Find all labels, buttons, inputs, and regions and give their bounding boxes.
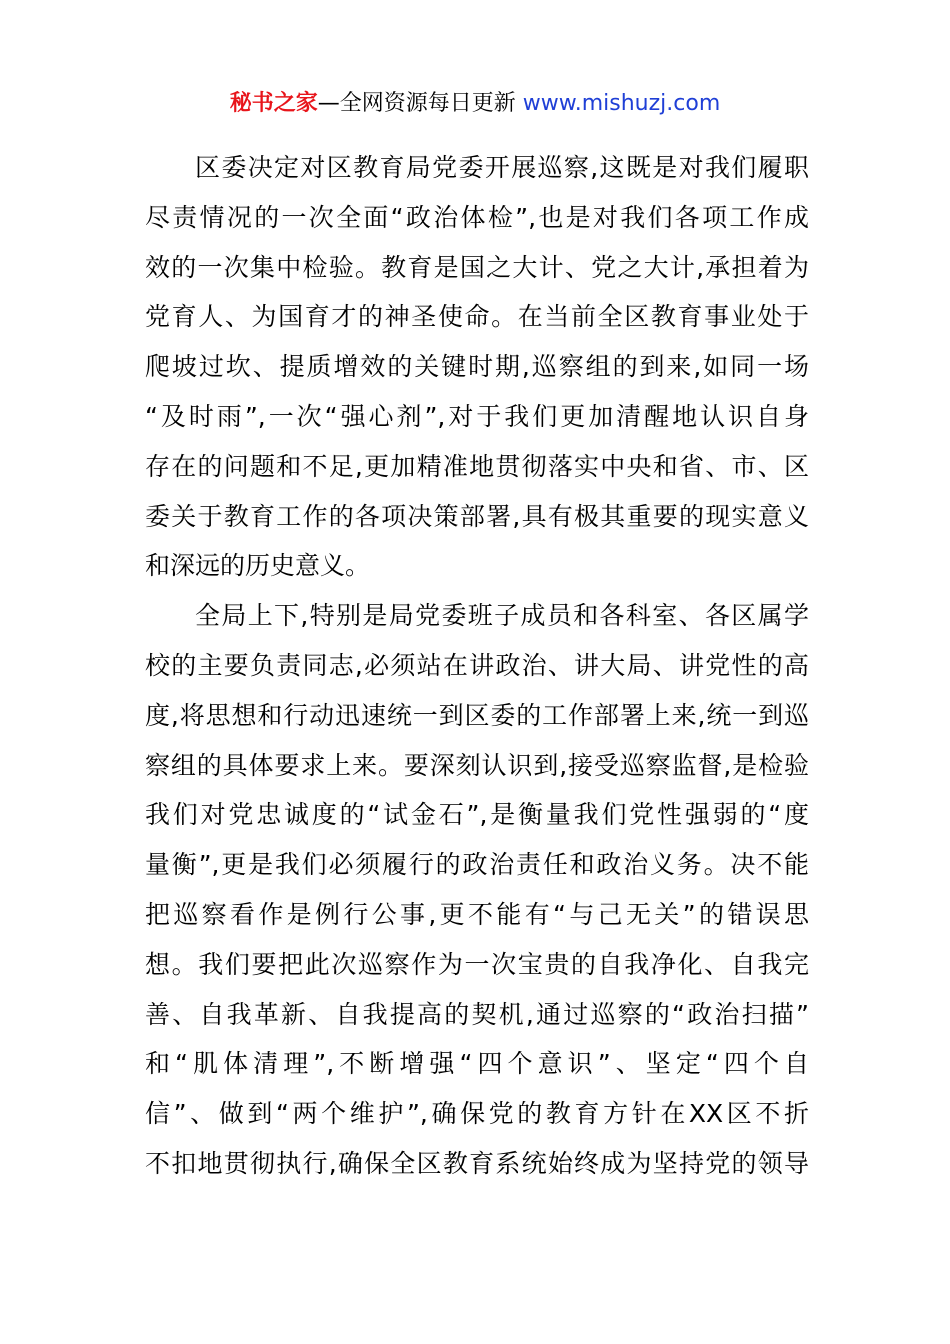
text-line: “及时雨”,一次“强心剂”,对于我们更加清醒地认识自身 xyxy=(145,401,809,431)
text-line: 区委决定对区教育局党委开展巡察,这既是对我们履职 xyxy=(195,153,809,182)
text-line: 察组的具体要求上来。要深刻认识到,接受巡察监督,是检验 xyxy=(145,750,809,780)
paragraph-2 xyxy=(145,591,809,1189)
text-line: 把巡察看作是例行公事,更不能有“与己无关”的错误思 xyxy=(145,899,809,929)
text-line: 尽责情况的一次全面“政治体检”,也是对我们各项工作成 xyxy=(145,202,809,232)
text-line: 想。我们要把此次巡察作为一次宝贵的自我净化、自我完 xyxy=(145,949,809,979)
text-line: 爬坡过坎、提质增效的关键时期,巡察组的到来,如同一场 xyxy=(145,352,809,382)
text-line: 全局上下,特别是局党委班子成员和各科室、各区属学 xyxy=(195,601,809,631)
text-line: 校的主要负责同志,必须站在讲政治、讲大局、讲党性的高 xyxy=(145,650,809,680)
text-line: 善、自我革新、自我提高的契机,通过巡察的“政治扫描” xyxy=(145,999,809,1029)
paragraph-1 xyxy=(145,143,809,591)
site-tagline: —全网资源每日更新 xyxy=(317,91,516,116)
text-line: 和“肌体清理”,不断增强“四个意识”、坚定“四个自 xyxy=(145,1049,809,1079)
site-header xyxy=(0,88,950,120)
text-line: 不扣地贯彻执行,确保全区教育系统始终成为坚持党的领导 xyxy=(145,1148,809,1178)
text-line: 信”、做到“两个维护”,确保党的教育方针在XX区不折 xyxy=(145,1099,809,1129)
text-line: 委关于教育工作的各项决策部署,具有极其重要的现实意义 xyxy=(145,501,809,531)
document-body xyxy=(145,143,809,1189)
text-line: 量衡”,更是我们必须履行的政治责任和政治义务。决不能 xyxy=(145,850,809,880)
text-line: 效的一次集中检验。教育是国之大计、党之大计,承担着为 xyxy=(145,252,809,282)
text-line: 我们对党忠诚度的“试金石”,是衡量我们党性强弱的“度 xyxy=(145,800,809,830)
text-line: 党育人、为国育才的神圣使命。在当前全区教育事业处于 xyxy=(145,302,809,332)
text-line: 存在的问题和不足,更加精准地贯彻落实中央和省、市、区 xyxy=(145,451,809,481)
text-line: 和深远的历史意义。 xyxy=(145,551,371,581)
site-brand: 秘书之家 xyxy=(229,91,318,116)
text-line: 度,将思想和行动迅速统一到区委的工作部署上来,统一到巡 xyxy=(145,700,809,730)
site-url-link[interactable]: www.mishuzj.com xyxy=(522,91,721,116)
